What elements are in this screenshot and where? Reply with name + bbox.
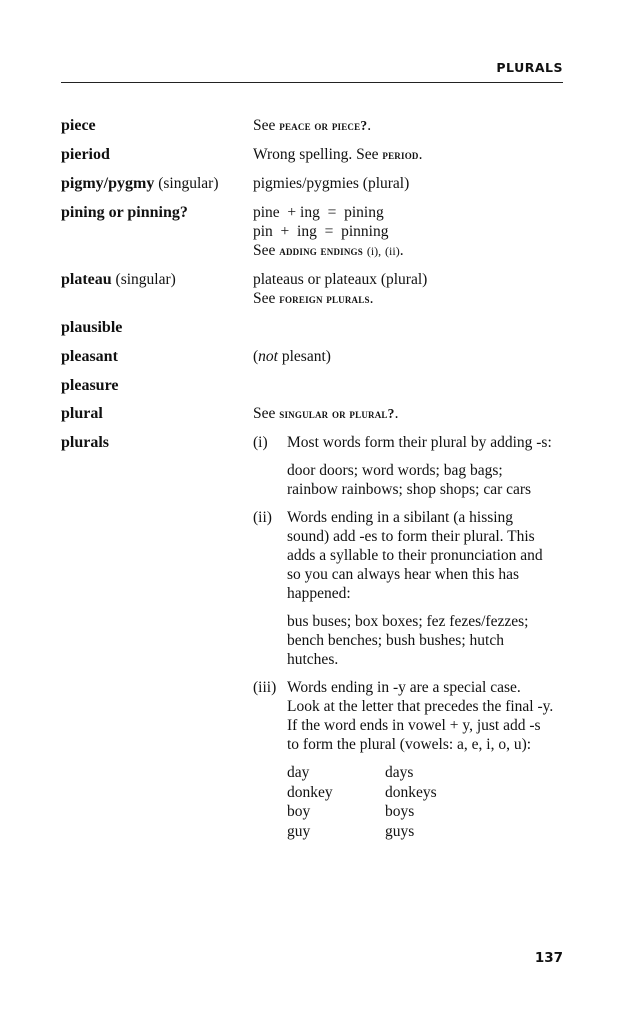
cross-reference: adding endings: [279, 243, 363, 258]
sub-reference: (ii): [385, 244, 400, 258]
entry-plausible: [61, 318, 253, 337]
header-rule: [61, 82, 563, 83]
page-number: 137: [534, 950, 563, 966]
italic-not: not: [258, 348, 278, 365]
headword: pigmy/pygmy: [61, 175, 155, 192]
numbered-item-iii: [253, 678, 563, 841]
example-table: [287, 763, 437, 841]
punctuation: (: [253, 348, 259, 365]
punctuation: .: [418, 146, 423, 163]
formula-line: pin + ing = pinning: [253, 223, 389, 240]
definition: [253, 203, 404, 261]
definition-text: plesant): [277, 348, 331, 365]
see-text: See: [253, 242, 276, 259]
definition: [253, 116, 371, 135]
headword: plural: [61, 405, 103, 422]
entry-pleasure: [61, 376, 253, 395]
punctuation: .: [394, 405, 399, 422]
item-number: (i): [253, 434, 268, 451]
numbered-item-i: [253, 433, 563, 499]
plural-cell: days: [385, 764, 414, 781]
formula-line: pine + ing = pining: [253, 204, 384, 221]
entry-plural: [61, 404, 398, 423]
running-head: PLURALS: [496, 60, 563, 75]
table-row: [287, 822, 437, 842]
entry-pining: [61, 203, 404, 261]
table-row: [287, 802, 437, 822]
entry-plurals: [61, 433, 563, 841]
item-text: Most words form their plural by adding -s:: [287, 434, 552, 451]
headword: pieriod: [61, 146, 110, 163]
item-text: Words ending in a sibilant (a hissing sound) add -es to form their plural. This adds a syllable to their pronunciation and so you can always hear when this has happened:: [287, 509, 543, 602]
definition-text: plateaus or plateaux (plural): [253, 271, 428, 288]
entry-pieriod: [61, 145, 422, 164]
see-text: See: [253, 405, 276, 422]
entry-pigmy: [61, 174, 409, 193]
headword: plateau: [61, 271, 112, 288]
singular-cell: day: [287, 764, 310, 781]
table-row: [287, 783, 437, 803]
headword: pleasure: [61, 377, 119, 394]
cross-reference: period: [382, 147, 419, 162]
headword: piece: [61, 117, 96, 134]
plural-cell: guys: [385, 822, 415, 840]
item-examples: door doors; word words; bag bags; rainbow rainbows; shop shops; car cars: [287, 462, 532, 498]
headword: pining or pinning?: [61, 204, 188, 221]
see-text: See: [253, 117, 276, 134]
definition: [253, 433, 563, 841]
entry-plateau: [61, 270, 427, 308]
headword: plausible: [61, 319, 123, 336]
entry-piece: [61, 116, 371, 135]
singular-cell: boy: [287, 803, 311, 820]
item-number: (ii): [253, 509, 272, 526]
cross-reference: foreign plurals: [279, 291, 370, 306]
definition: [253, 404, 398, 423]
punctuation: .: [369, 290, 374, 307]
cross-reference: peace or piece?: [279, 118, 368, 133]
numbered-item-ii: [253, 508, 563, 669]
definition: [253, 347, 331, 366]
headword-note: (singular): [154, 175, 219, 192]
plural-cell: donkeys: [385, 783, 437, 801]
singular-cell: donkey: [287, 783, 333, 801]
sub-reference: (i),: [366, 244, 382, 258]
definition: [253, 270, 427, 308]
item-examples: bus buses; box boxes; fez fezes/fezzes; bench benches; bush bushes; hutch hutches.: [287, 613, 529, 668]
item-number: (iii): [253, 679, 277, 696]
punctuation: .: [399, 242, 404, 259]
definition: [253, 145, 422, 164]
plural-cell: boys: [385, 803, 415, 820]
entry-pleasant: [61, 347, 331, 366]
headword-note: (singular): [111, 271, 176, 288]
headword: plurals: [61, 434, 110, 451]
definition: pigmies/pygmies (plural): [253, 175, 410, 192]
headword: pleasant: [61, 348, 118, 365]
table-row: [287, 763, 437, 783]
singular-cell: guy: [287, 822, 311, 840]
item-text: Words ending in -y are a special case. Look at the letter that precedes the final -y. If the word ends in vowel + y, just add -s to form the plural (vowels: a, e, i, o, u):: [287, 679, 554, 753]
cross-reference: singular or plural?: [279, 406, 395, 421]
see-text: See: [253, 290, 276, 307]
definition-text: Wrong spelling. See: [253, 146, 379, 163]
punctuation: .: [367, 117, 372, 134]
